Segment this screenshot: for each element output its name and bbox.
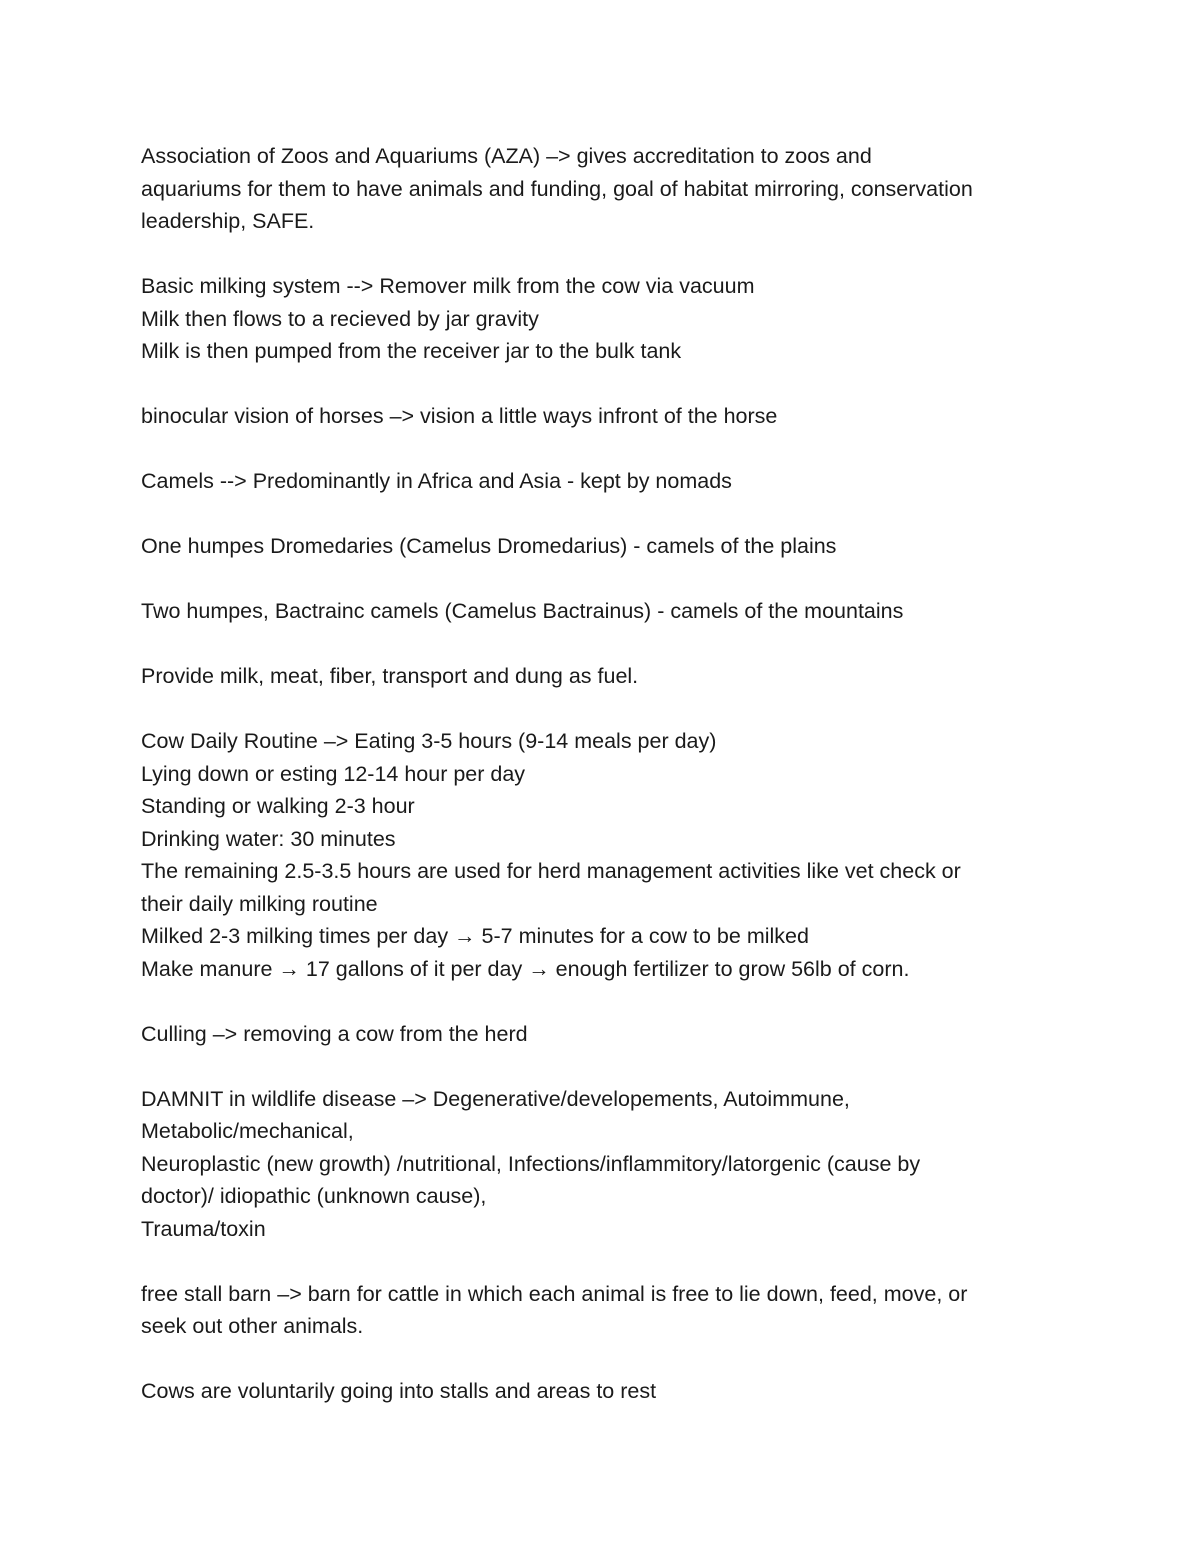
paragraph-gap (141, 1343, 1061, 1376)
text-line: DAMNIT in wildlife disease –> Degenerative/developements, Autoimmune, (141, 1086, 850, 1111)
text-line: free stall barn –> barn for cattle in which each animal is free to lie down, feed, move, or (141, 1281, 968, 1306)
text-line: Association of Zoos and Aquariums (AZA) –> gives accreditation to zoos and (141, 144, 872, 168)
text-line: Metabolic/mechanical, (141, 1119, 354, 1143)
paragraph-cow-routine (141, 725, 1061, 985)
document-body (141, 140, 1061, 1408)
paragraph-free-stall-barn (141, 1278, 1061, 1343)
text-line: Culling –> removing a cow from the herd (141, 1021, 528, 1046)
text-line: Make manure → 17 gallons of it per day → enough fertilizer to grow 56lb of corn. (141, 956, 910, 981)
text-line: Standing or walking 2-3 hour (141, 794, 415, 818)
text-line: Trauma/toxin (141, 1216, 266, 1241)
paragraph-aza (141, 140, 1061, 238)
paragraph-binocular-vision (141, 400, 1061, 433)
paragraph-gap (141, 498, 1061, 531)
paragraph-camels (141, 465, 1061, 498)
text-line: leadership, SAFE. (141, 209, 315, 233)
paragraph-gap (141, 628, 1061, 661)
paragraph-dromedaries (141, 530, 1061, 563)
text-line: Cows are voluntarily going into stalls and areas to rest (141, 1379, 657, 1403)
text-line: Lying down or esting 12-14 hour per day (141, 761, 526, 786)
paragraph-culling (141, 1018, 1061, 1051)
text-line: their daily milking routine (141, 891, 378, 916)
text-line: One humpes Dromedaries (Camelus Dromedarius) - camels of the plains (141, 534, 837, 558)
text-line: Neuroplastic (new growth) /nutritional, Infections/inflammitory/latorgenic (cause by (141, 1151, 921, 1176)
paragraph-milking-system (141, 270, 1061, 368)
paragraph-gap (141, 1050, 1061, 1083)
text-line: Milk is then pumped from the receiver jar to the bulk tank (141, 339, 682, 363)
paragraph-gap (141, 1245, 1061, 1278)
paragraph-gap (141, 238, 1061, 271)
text-line: seek out other animals. (141, 1314, 364, 1338)
paragraph-gap (141, 985, 1061, 1018)
text-line: Camels --> Predominantly in Africa and Asia - kept by nomads (141, 469, 732, 493)
text-line: Basic milking system --> Remover milk from the cow via vacuum (141, 274, 755, 298)
paragraph-gap (141, 433, 1061, 466)
text-line: Milk then flows to a recieved by jar gravity (141, 306, 539, 331)
paragraph-gap (141, 368, 1061, 401)
paragraph-gap (141, 563, 1061, 596)
text-line: Milked 2-3 milking times per day → 5-7 minutes for a cow to be milked (141, 924, 809, 948)
text-line: doctor)/ idiopathic (unknown cause), (141, 1184, 487, 1208)
text-line: binocular vision of horses –> vision a little ways infront of the horse (141, 404, 778, 428)
text-line: Provide milk, meat, fiber, transport and dung as fuel. (141, 664, 639, 688)
text-line: The remaining 2.5-3.5 hours are used for herd management activities like vet check or (141, 859, 961, 883)
paragraph-gap (141, 693, 1061, 726)
text-line: Drinking water: 30 minutes (141, 826, 396, 851)
paragraph-cows-rest (141, 1375, 1061, 1408)
paragraph-damnit (141, 1083, 1061, 1246)
paragraph-camel-uses (141, 660, 1061, 693)
text-line: Two humpes, Bactrainc camels (Camelus Bactrainus) - camels of the mountains (141, 599, 904, 623)
text-line: Cow Daily Routine –> Eating 3-5 hours (9-14 meals per day) (141, 729, 717, 753)
paragraph-bactrian (141, 595, 1061, 628)
text-line: aquariums for them to have animals and funding, goal of habitat mirroring, conservation (141, 176, 973, 201)
